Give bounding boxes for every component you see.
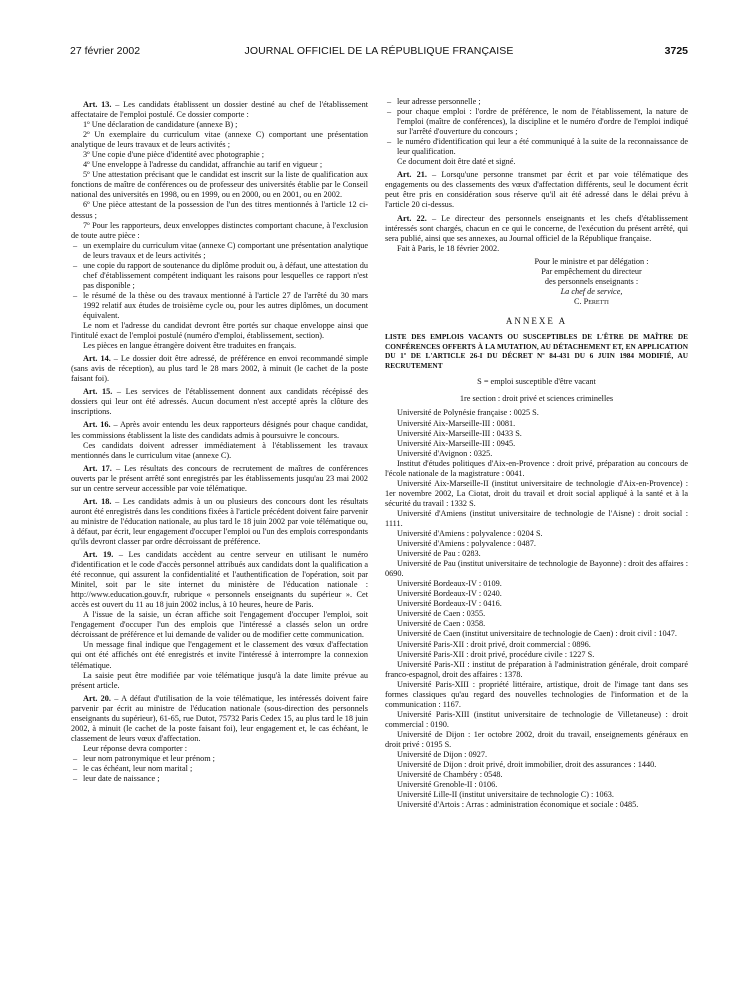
article-number: Art. 14. bbox=[83, 354, 111, 364]
paragraph-text: 3º Une copie d'une pièce d'identité avec photographie ; bbox=[83, 150, 265, 160]
article-number: Art. 15. bbox=[83, 387, 113, 397]
article-number: Art. 21. bbox=[397, 170, 427, 180]
vacancy-entry: Université Paris-XIII : propriété littéraire, artistique, droit de l'image tant dans ses formes classiques qu'au regard des nouvelles technologies de l'information et de la communication : 1167. bbox=[385, 679, 688, 709]
paragraph-text: leur date de naissance ; bbox=[83, 774, 160, 784]
paragraph-text: leur nom patronymique et leur prénom ; bbox=[83, 753, 215, 763]
vacancy-entry: Université de Pau : 0283. bbox=[397, 549, 481, 559]
paragraph-text: A l'issue de la saisie, un écran affiche soit l'engagement d'occuper l'emploi, soit l'engagement d'occuper l'un des emplois que l'intéressé a classés selon un ordre décroissant de préférence et lui demande de valider ou de modifier cette communication. bbox=[71, 610, 368, 640]
paragraph-text: – Les candidats admis à un ou plusieurs des concours dont les résultats auront été enregistrés dans les conditions fixées à l'article précédent doivent faire parvenir au ministre de l'éducation nationale, au plus tard le 18 juin 2002 par voie télématique ou, à défaut, par écrit, leur engagement d'occuper l'emploi ou l'un des emplois correspondants qu'ils devront classer par ordre décroissant de préférence. bbox=[71, 496, 368, 546]
vacancy-entry: Université Aix-Marseille-II (institut universitaire de technologie d'Aix-en-Provence) : 1er novembre 2002, La Ciotat, droit du travail et droit social appliqué à la santé et à la sécurité du travail : 1332 S. bbox=[385, 478, 688, 508]
annexe-note: S = emploi susceptible d'être vacant bbox=[477, 377, 596, 387]
paragraph-text: pour chaque emploi : l'ordre de préférence, le nom de l'établissement, la nature de l'emploi (maître de conférences), la discipline et le numéro d'ordre de l'emploi indiqué sur l'arrêté d'ouverture du concours ; bbox=[397, 107, 688, 137]
paragraph-text: Fait à Paris, le 18 février 2002. bbox=[397, 243, 500, 253]
list-item bbox=[71, 764, 368, 774]
paragraph bbox=[71, 170, 368, 200]
paragraph bbox=[71, 160, 368, 170]
paragraph-text: Leur réponse devra comporter : bbox=[83, 743, 187, 753]
list-item bbox=[385, 97, 688, 107]
signature-block bbox=[385, 257, 688, 307]
paragraph-text: Le nom et l'adresse du candidat devront être portés sur chaque enveloppe ainsi que l'intitulé exact de l'emploi postulé (numéro d'emploi, établissement, section). bbox=[71, 321, 368, 341]
paragraph-text: le résumé de la thèse ou des travaux mentionné à l'article 27 de l'arrêté du 30 mars 1992 relatif aux études de troisième cycle ou, pour les autres diplômes, un document équivalent. bbox=[83, 290, 368, 320]
paragraph-text: une copie du rapport de soutenance du diplôme produit ou, à défaut, une attestation du chef d'établissement compétent indiquant les raisons pour lesquelles ce rapport n'est pas disponible ; bbox=[83, 260, 368, 290]
list-item bbox=[71, 774, 368, 784]
article-number: Art. 22. bbox=[397, 213, 427, 223]
vacancy-entry: Institut d'études politiques d'Aix-en-Provence : droit privé, préparation au concours de l'école nationale de la magistrature : 0041. bbox=[385, 458, 688, 478]
article-paragraph bbox=[385, 214, 688, 244]
paragraph-text: le numéro d'identification qui leur a été communiqué à la suite de la reconnaissance de leur qualification. bbox=[397, 137, 688, 157]
paragraph-text: – Les candidats établissent un dossier destiné au chef de l'établissement affectataire de l'emploi postulé. Ce dossier comporte : bbox=[71, 100, 368, 120]
signature-line: Par empêchement du directeur bbox=[541, 266, 642, 276]
vacancy-entry: Université d'Avignon : 0325. bbox=[397, 448, 493, 458]
list-item bbox=[71, 291, 368, 321]
right-column bbox=[385, 97, 688, 810]
paragraph bbox=[71, 441, 368, 461]
article-paragraph bbox=[71, 550, 368, 610]
right-column-articles bbox=[385, 97, 688, 254]
vacancy-entry: Université Aix-Marseille-III : 0433 S. bbox=[397, 428, 522, 438]
vacancy-entry: Université Aix-Marseille-III : 0081. bbox=[397, 418, 516, 428]
paragraph-text: Les pièces en langue étrangère doivent être traduites en français. bbox=[83, 341, 297, 351]
article-number: Art. 20. bbox=[83, 693, 111, 703]
vacancy-entry: Université de Caen : 0355. bbox=[397, 609, 486, 619]
paragraph-text: – Lorsqu'une personne transmet par écrit et par voie télématique des engagements ou des classements des vœux d'affectation différents, seul le document écrit peut être pris en considération sous réserve qu'il ait été adressé dans le délai prévu à l'article 20 ci-dessus. bbox=[385, 170, 688, 210]
vacancy-entry: Université d'Amiens : polyvalence : 0204 S. bbox=[397, 529, 543, 539]
article-paragraph bbox=[71, 100, 368, 120]
list-item bbox=[71, 754, 368, 764]
paragraph bbox=[71, 150, 368, 160]
vacancy-entry: Université de Polynésie française : 0025 S. bbox=[397, 408, 539, 418]
vacancy-entry: Université de Caen (institut universitaire de technologie de Caen) : droit civil : 1047. bbox=[397, 629, 677, 639]
list-item bbox=[385, 107, 688, 137]
article-number: Art. 18. bbox=[83, 496, 112, 506]
paragraph bbox=[385, 157, 688, 167]
signature-line: des personnels enseignants : bbox=[544, 276, 639, 286]
signature-line: Pour le ministre et par délégation : bbox=[534, 256, 649, 266]
article-paragraph bbox=[385, 170, 688, 210]
vacancy-entry: Université Bordeaux-IV : 0240. bbox=[397, 589, 502, 599]
vacancy-list bbox=[385, 408, 688, 810]
vacancy-entry: Université Paris-XII : institut de préparation à l'administration générale, droit comparé franco-espagnol, droit des affaires : 1378. bbox=[385, 659, 688, 679]
article-paragraph bbox=[71, 387, 368, 417]
paragraph-text: 2º Un exemplaire du curriculum vitae (annexe C) comportant une présentation analytique de leurs travaux et de leurs activités ; bbox=[71, 130, 368, 150]
vacancy-entry: Université de Dijon : droit privé, droit immobilier, droit des assurances : 1440. bbox=[397, 760, 657, 770]
paragraph-text: 6º Une pièce attestant de la possession de l'un des titres mentionnés à l'article 12 ci-dessus ; bbox=[71, 200, 368, 220]
vacancy-entry: Université de Pau (institut universitaire de technologie de Bayonne) : droit des affaires : 0690. bbox=[385, 559, 688, 579]
vacancy-entry: Université Lille-II (institut universitaire de technologie C) : 1063. bbox=[397, 790, 614, 800]
vacancy-entry: Université Paris-XII : droit privé, droit commercial : 0896. bbox=[397, 639, 591, 649]
paragraph bbox=[71, 120, 368, 130]
paragraph-text: 4º Une enveloppe à l'adresse du candidat, affranchie au tarif en vigueur ; bbox=[83, 160, 323, 170]
header-title: JOURNAL OFFICIEL DE LA RÉPUBLIQUE FRANÇAISE bbox=[244, 45, 514, 57]
paragraph bbox=[385, 244, 688, 254]
paragraph-text: leur adresse personnelle ; bbox=[397, 97, 481, 106]
paragraph-text: un exemplaire du curriculum vitae (annexe C) comportant une présentation analytique de leurs travaux et de leurs activités ; bbox=[83, 240, 368, 260]
vacancy-entry: Université Paris-XIII (institut universitaire de technologie de Villetaneuse) : droit commercial : 0190. bbox=[385, 709, 688, 729]
paragraph-text: Ce document doit être daté et signé. bbox=[397, 157, 516, 167]
paragraph-text: La saisie peut être modifiée par voie télématique jusqu'à la date limite prévue au présent article. bbox=[71, 670, 368, 690]
vacancy-entry: Université de Caen : 0358. bbox=[397, 619, 486, 629]
article-number: Art. 17. bbox=[83, 463, 112, 473]
paragraph bbox=[71, 671, 368, 691]
header-date: 27 février 2002 bbox=[70, 45, 141, 57]
paragraph bbox=[71, 610, 368, 640]
article-paragraph bbox=[71, 497, 368, 547]
paragraph-text: 5º Une attestation précisant que le candidat est inscrit sur la liste de qualification aux fonctions de maître de conférences ou de professeur des universités établie par le Conseil national des universités en 1998, ou en 1999, ou en 2000, ou en 2001, ou en 2002. bbox=[71, 170, 368, 200]
paragraph-text: 1º Une déclaration de candidature (annexe B) ; bbox=[83, 120, 238, 130]
paragraph-text: 7º Pour les rapporteurs, deux enveloppes distinctes comportant chacune, à l'exclusion de toute autre pièce : bbox=[71, 220, 368, 240]
article-number: Art. 13. bbox=[83, 100, 112, 109]
vacancy-entry: Université de Chambéry : 0548. bbox=[397, 770, 503, 780]
page-header bbox=[70, 45, 688, 61]
vacancy-entry: Université Bordeaux-IV : 0109. bbox=[397, 579, 502, 589]
paragraph bbox=[71, 200, 368, 220]
paragraph bbox=[71, 221, 368, 241]
paragraph-text: – Le directeur des personnels enseignants et les chefs d'établissement intéressés sont chargés, chacun en ce qui le concerne, de l'exécution du présent arrêté, qui sera publié, ainsi que ses annexes, au Journal officiel de la République française. bbox=[385, 213, 689, 243]
annexe-title: ANNEXE A bbox=[505, 315, 568, 326]
vacancy-entry: Université Bordeaux-IV : 0416. bbox=[397, 599, 502, 609]
paragraph-text: – Le dossier doit être adressé, de préférence en envoi recommandé simple (sans avis de réception), au plus tard le 28 mars 2002, à minuit (le cachet de la poste faisant foi). bbox=[71, 354, 368, 384]
article-paragraph bbox=[71, 354, 368, 384]
left-column bbox=[71, 97, 368, 784]
list-item bbox=[385, 137, 688, 157]
paragraph-text: – Les résultats des concours de recrutement de maîtres de conférences ouverts par le présent arrêté sont enregistrés par les établissements jusqu'au 23 mai 2002 sur un centre serveur accessible par voie télématique. bbox=[71, 463, 368, 493]
signature-name: C. Peretti bbox=[574, 296, 609, 306]
paragraph bbox=[71, 321, 368, 341]
paragraph-text: Un message final indique que l'engagement et le classement des vœux d'affectation qui ont été affichés ont été enregistrés et invite l'intéressé à interrompre la connexion télématique. bbox=[71, 640, 368, 670]
paragraph-text: – Les candidats accèdent au centre serveur en utilisant le numéro d'identification et le code d'accès personnel attribués aux candidats dont la qualification a été reconnue, qui assurent la confidentialité et l'authentification de l'opération, soit par Minitel, soit par le site internet du ministère de l'éducation nationale : http://www.education.gouv.fr, rubrique « personnels enseignants du supérieur ». Cet accès est ouvert du 11 au 18 juin 2002 inclus, à 10 heures, heure de Paris. bbox=[71, 550, 368, 610]
paragraph-text: – Après avoir entendu les deux rapporteurs désignés pour chaque candidat, les commissions établissent la liste des candidats admis à poursuivre le concours. bbox=[71, 420, 368, 440]
article-number: Art. 16. bbox=[83, 420, 111, 430]
paragraph-text: le cas échéant, leur nom marital ; bbox=[83, 764, 193, 773]
paragraph-text: Ces candidats doivent adresser immédiatement à l'établissement les travaux mentionnés dans le curriculum vitae (annexe C). bbox=[71, 440, 368, 460]
paragraph bbox=[71, 130, 368, 150]
list-item bbox=[71, 261, 368, 291]
vacancy-entry: Université d'Amiens (institut universitaire de technologie de l'Aisne) : droit social : 1111. bbox=[385, 508, 688, 528]
vacancy-entry: Université de Dijon : 0927. bbox=[397, 750, 488, 760]
article-number: Art. 19. bbox=[83, 550, 114, 560]
vacancy-entry: Université de Dijon : 1er octobre 2002, droit du travail, enseignements généraux en droit privé : 0195 S. bbox=[385, 729, 688, 749]
paragraph bbox=[71, 341, 368, 351]
paragraph bbox=[71, 640, 368, 670]
signature-line: La chef de service, bbox=[560, 286, 623, 296]
annexe-heading: LISTE DES EMPLOIS VACANTS OU SUSCEPTIBLES DE L'ÊTRE DE MAÎTRE DE CONFÉRENCES OFFERTS À LA MUTATION, AU DÉTACHEMENT ET, EN APPLICATION DU 1º DE L'ARTICLE 26-I DU DÉCRET Nº 84-431 DU 6 JUIN 1984 MODIFIÉ, AU RECRUTEMENT bbox=[385, 331, 688, 370]
vacancy-entry: Université d'Artois : Arras : administration économique et sociale : 0485. bbox=[397, 800, 639, 810]
paragraph bbox=[71, 744, 368, 754]
article-paragraph bbox=[71, 420, 368, 440]
header-page-number: 3725 bbox=[664, 45, 688, 57]
vacancy-entry: Université Aix-Marseille-III : 0945. bbox=[397, 438, 516, 448]
article-paragraph bbox=[71, 464, 368, 494]
list-item bbox=[71, 241, 368, 261]
vacancy-entry: Université Grenoble-II : 0106. bbox=[397, 780, 498, 790]
paragraph-text: – Les services de l'établissement donnent aux candidats récépissé des dossiers qui leur ont été adressés. Aucun document n'est accepté après la clôture des inscriptions. bbox=[71, 387, 369, 417]
section-heading: 1re section : droit privé et sciences criminelles bbox=[459, 394, 614, 404]
paragraph-text: – A défaut d'utilisation de la voie télématique, les intéressés doivent faire parvenir par écrit au ministre de l'éducation nationale (sous-direction des personnels enseignants du supérieur), 61-65, rue Dutot, 75732 Paris Cedex 15, au plus tard le 18 juin 2002, à minuit (le cachet de la poste faisant foi), leur engagement et, le cas échéant, le classement de leurs vœux d'affectation. bbox=[71, 693, 368, 743]
vacancy-entry: Université Paris-XII : droit privé, procédure civile : 1227 S. bbox=[397, 649, 595, 659]
article-paragraph bbox=[71, 694, 368, 744]
vacancy-entry: Université d'Amiens : polyvalence : 0487. bbox=[397, 539, 536, 549]
